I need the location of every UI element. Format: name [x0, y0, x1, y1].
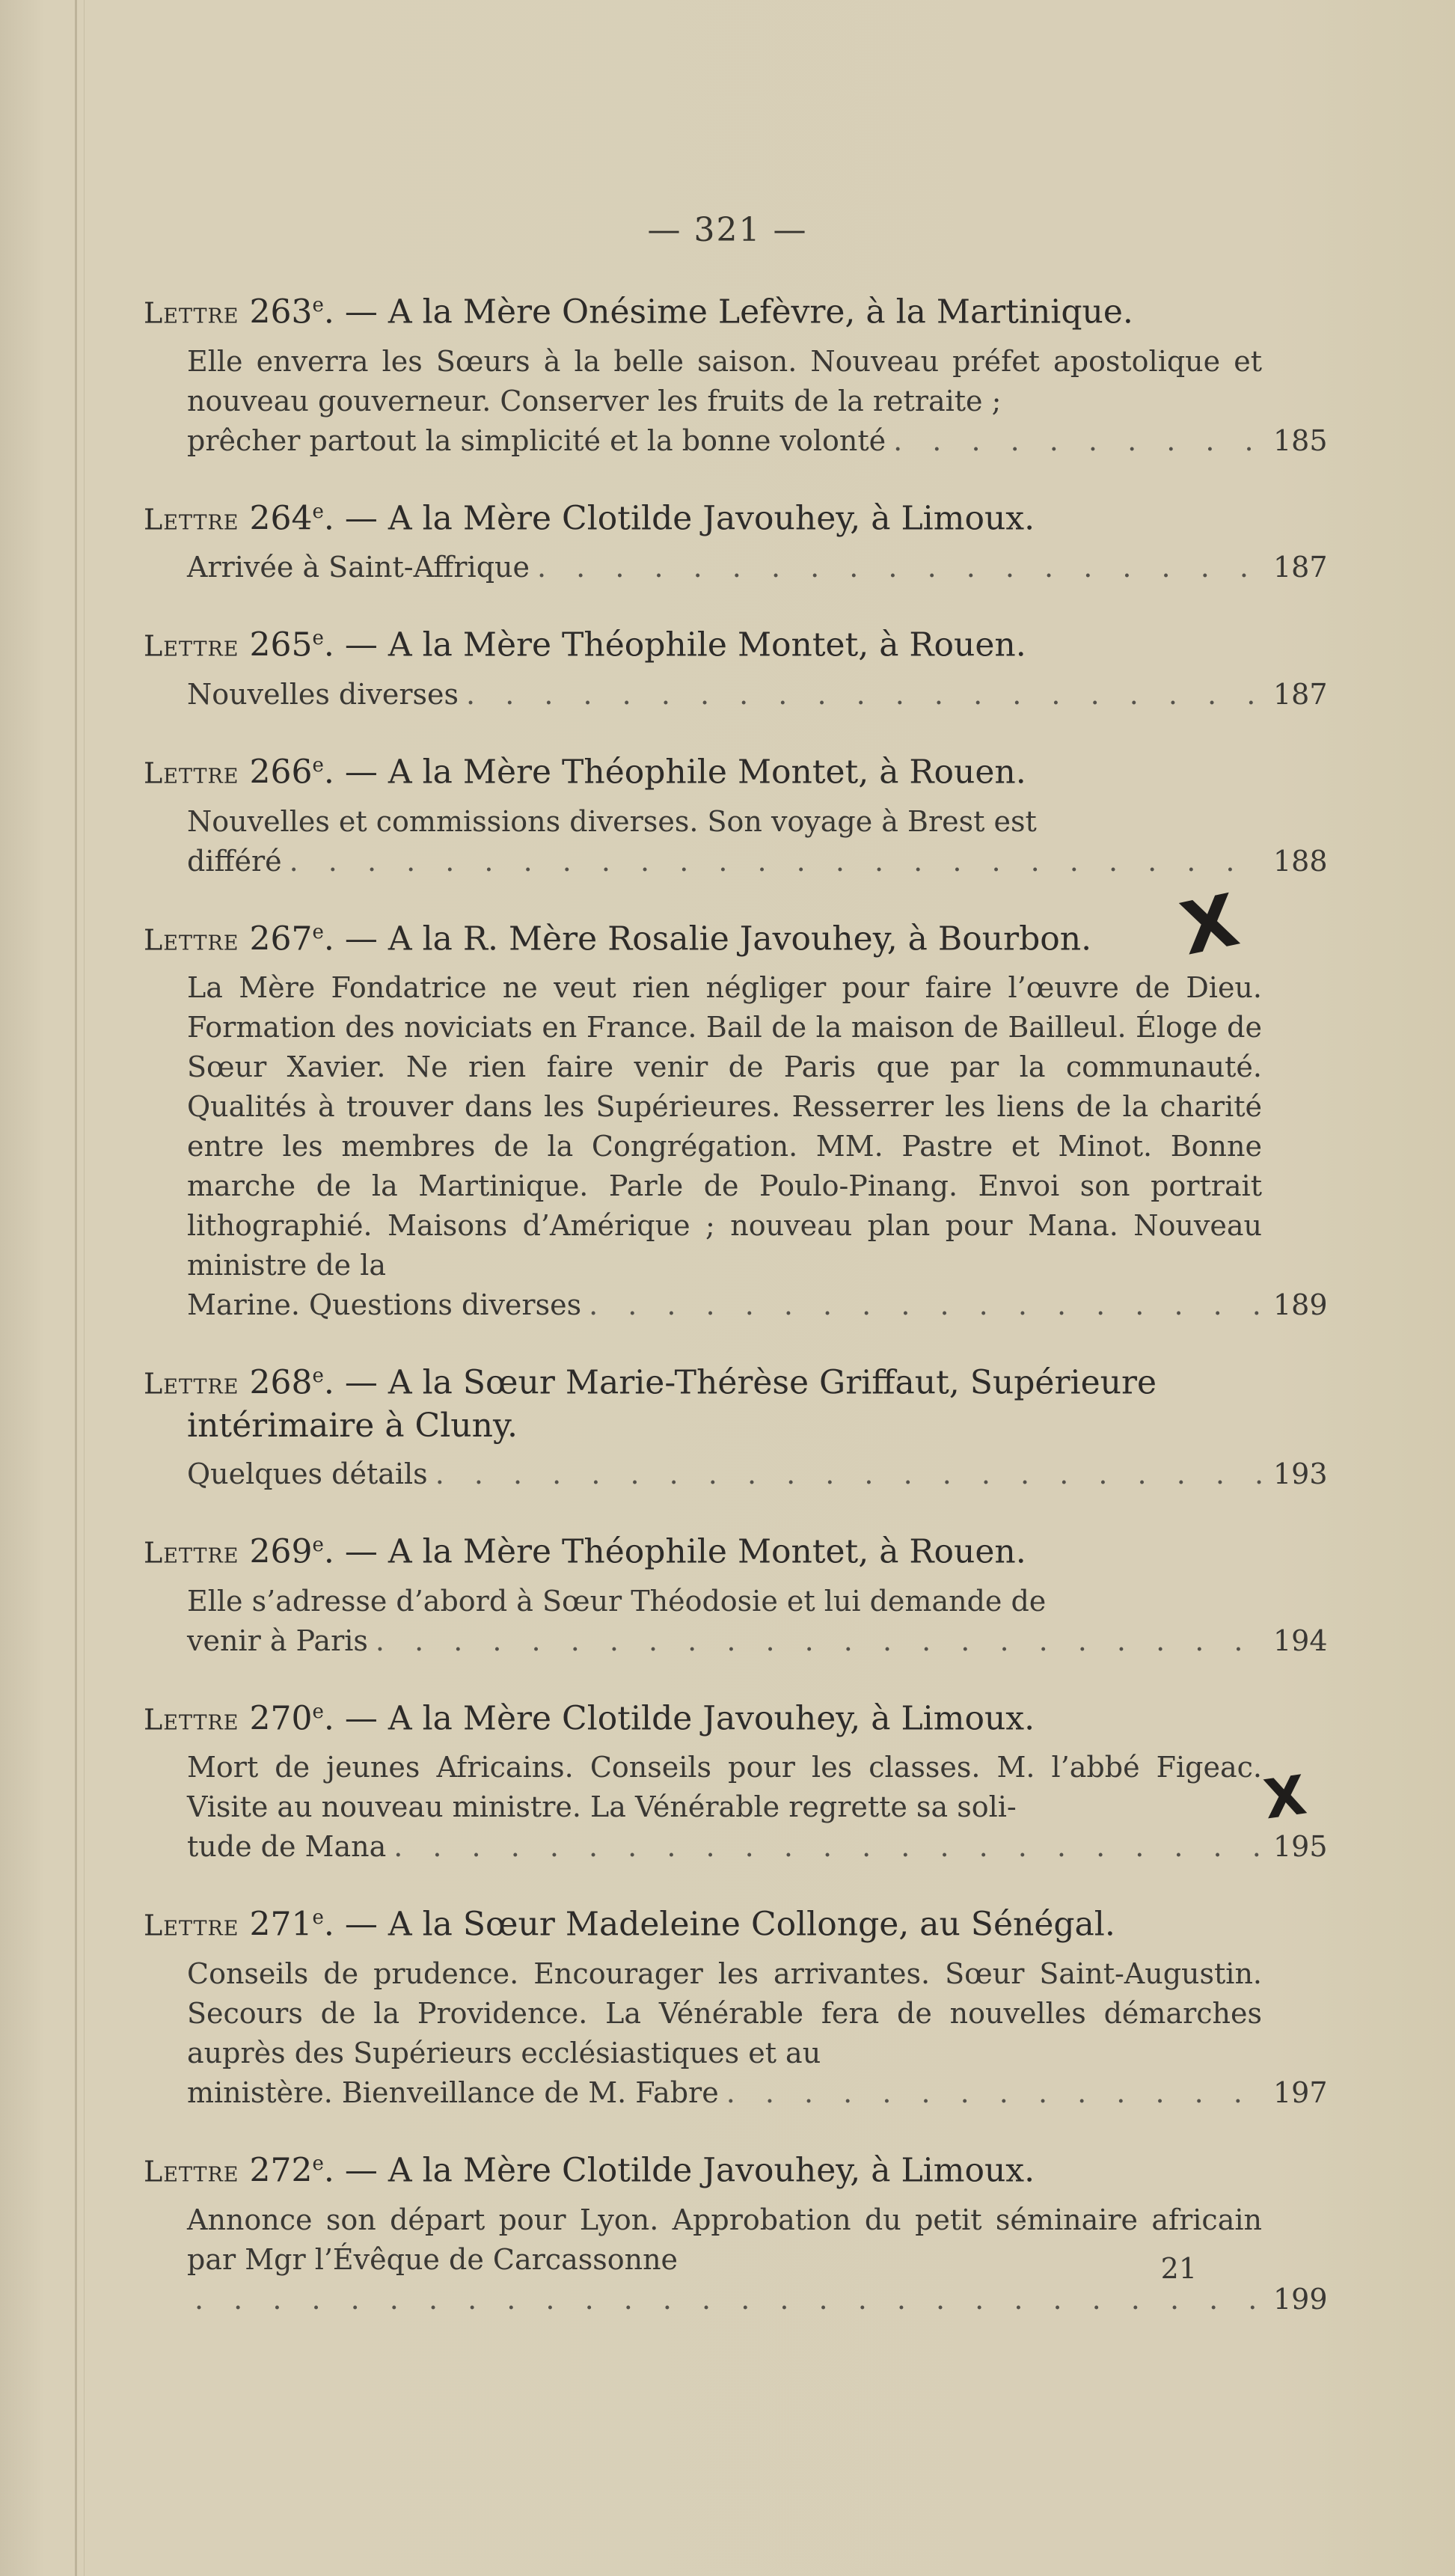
entry-summary-block [144, 968, 1328, 1325]
page-folio: — 321 — [647, 211, 808, 249]
entry-label: Lettre [144, 2155, 239, 2188]
toc-entry [144, 1691, 1328, 1867]
entry-summary: Elle enverra les Sœurs à la belle saison. Nouveau préfet apostolique et nouveau gouverneur. Conserver les fruits de la retraite ; [187, 344, 1262, 417]
entry-number: 263 [249, 293, 313, 331]
entry-number-suffix: e [312, 1365, 324, 1388]
entry-number-suffix: e [312, 500, 324, 523]
entry-last-text: Nouvelles diverses [187, 677, 459, 711]
dot-leader [435, 1454, 1266, 1494]
entry-summary: La Mère Fondatrice ne veut rien négliger pour faire l’œuvre de Dieu. Formation des noviciats en France. Bail de la maison de Bailleul. Éloge de Sœur Xavier. Ne rien faire venir de Paris que par la communauté. Qualités à trouver dans les Supérieures. Resserrer les liens de la charité entre les membres de la Congrégation. MM. Pastre et Minot. Bonne marche de la Martinique. Parle de Poulo-Pinang. Envoi son portrait lithographié. Maisons d’Amérique ; nouveau plan pour Mana. Nouveau ministre de la [187, 971, 1262, 1282]
entry-summary-block [144, 802, 1328, 881]
entry-label: Lettre [144, 1703, 239, 1737]
toc-entry [144, 1355, 1328, 1494]
entry-heading [144, 284, 1262, 334]
signature-mark: 21 [1160, 2252, 1197, 2285]
entry-last-text: Arrivée à Saint-Affrique [187, 551, 530, 584]
toc-entry [144, 1897, 1328, 2113]
dot-leader [376, 1621, 1266, 1661]
entry-number: 271 [249, 1905, 313, 1944]
toc-entry [144, 1524, 1328, 1661]
entry-page-number: 187 [1273, 677, 1328, 711]
entry-number-suffix: e [312, 294, 324, 316]
entry-last-line [187, 1621, 1328, 1661]
dot-leader [893, 421, 1266, 461]
entry-number-suffix: e [312, 1533, 324, 1556]
entry-summary: Elle s’adresse d’abord à Sœur Théodosie et lui demande de [187, 1584, 1047, 1618]
entry-heading [144, 1691, 1262, 1741]
table-of-contents [144, 284, 1328, 2349]
entry-title: . — A la Mère Onésime Lefèvre, à la Martinique. [323, 293, 1133, 331]
entry-last-text: Quelques détails [187, 1457, 428, 1490]
entry-label: Lettre [144, 1367, 239, 1401]
entry-title: . — A la Mère Clotilde Javouhey, à Limoux. [323, 499, 1035, 538]
margin-mark-x: X [1174, 878, 1246, 972]
entry-label: Lettre [144, 296, 239, 330]
toc-entry [144, 911, 1328, 1326]
dot-leader [726, 2073, 1266, 2113]
entry-last-text: venir à Paris [187, 1624, 368, 1657]
entry-number: 267 [249, 920, 313, 958]
toc-entry [144, 284, 1328, 461]
entry-title: . — A la Mère Théophile Montet, à Rouen. [323, 625, 1026, 664]
entry-page-number: 195 [1273, 1830, 1328, 1864]
dot-leader [537, 548, 1266, 587]
entry-number-suffix: e [312, 2152, 324, 2175]
binding-fold [75, 0, 77, 2576]
entry-summary: Annonce son départ pour Lyon. Approbation du petit séminaire africain par Mgr l’Évêque de Carcassonne [187, 2203, 1262, 2276]
toc-entry [144, 2143, 1328, 2319]
entry-page-number: 189 [1273, 1288, 1328, 1322]
entry-summary-block [144, 1748, 1328, 1867]
entry-number-suffix: e [312, 920, 324, 943]
entry-number: 266 [249, 753, 313, 792]
toc-entry [144, 491, 1328, 588]
dot-leader [589, 1285, 1266, 1325]
entry-number: 270 [249, 1699, 313, 1738]
entry-number-suffix: e [312, 1700, 324, 1723]
entry-summary-block [144, 675, 1328, 715]
entry-number-suffix: e [312, 627, 324, 650]
entry-title: . — A la Mère Clotilde Javouhey, à Limoux. [323, 2151, 1035, 2190]
entry-number-suffix: e [312, 1906, 324, 1930]
entry-heading [144, 744, 1262, 795]
entry-heading [144, 1897, 1262, 1947]
entry-last-text: prêcher partout la simplicité et la bonne volonté [187, 423, 886, 457]
entry-summary: Conseils de prudence. Encourager les arrivantes. Sœur Saint-Augustin. Secours de la Providence. La Vénérable fera de nouvelles démarches auprès des Supérieurs ecclésiastiques et au [187, 1957, 1262, 2069]
entry-last-line [187, 675, 1328, 715]
entry-heading [144, 617, 1262, 667]
entry-label: Lettre [144, 503, 239, 536]
entry-last-line [187, 1454, 1328, 1494]
toc-entry [144, 617, 1328, 715]
entry-last-line [187, 1285, 1328, 1325]
entry-page-number: 199 [1273, 2282, 1328, 2316]
entry-number: 268 [249, 1363, 313, 1402]
entry-last-line [187, 842, 1328, 881]
entry-number: 269 [249, 1532, 313, 1571]
entry-summary-block [144, 548, 1328, 587]
entry-title: . — A la Mère Théophile Montet, à Rouen. [323, 1532, 1026, 1571]
dot-leader [466, 675, 1266, 715]
entry-heading [144, 1355, 1262, 1447]
entry-title: . — A la Mère Théophile Montet, à Rouen. [323, 753, 1026, 792]
entry-page-number: 194 [1273, 1624, 1328, 1657]
entry-number: 264 [249, 499, 313, 538]
entry-title: . — A la Sœur Madeleine Collonge, au Sénégal. [323, 1905, 1115, 1944]
entry-summary: Mort de jeunes Africains. Conseils pour les classes. M. l’abbé Figeac. Visite au nouveau ministre. La Vénérable regrette sa soli- [187, 1751, 1262, 1824]
entry-summary-block [144, 1954, 1328, 2113]
entry-title: . — A la Mère Clotilde Javouhey, à Limoux. [323, 1699, 1035, 1738]
entry-last-line [187, 1827, 1328, 1867]
entry-last-text: Marine. Questions diverses [187, 1288, 582, 1322]
dot-leader [194, 2280, 1266, 2319]
entry-page-number: 185 [1273, 423, 1328, 457]
entry-page-number: 188 [1273, 844, 1328, 878]
entry-summary: Nouvelles et commissions diverses. Son voyage à Brest est [187, 804, 1037, 838]
dot-leader [393, 1827, 1266, 1867]
entry-last-text: tude de Mana [187, 1830, 387, 1864]
entry-page-number: 193 [1273, 1457, 1328, 1490]
entry-title: . — A la R. Mère Rosalie Javouhey, à Bourbon. [323, 920, 1092, 958]
entry-heading [144, 2143, 1262, 2193]
margin-mark-x: X [1260, 1763, 1311, 1832]
entry-last-line [187, 421, 1328, 461]
entry-label: Lettre [144, 923, 239, 957]
entry-label: Lettre [144, 1536, 239, 1570]
dot-leader [290, 842, 1266, 881]
entry-label: Lettre [144, 756, 239, 790]
entry-heading [144, 491, 1262, 541]
entry-page-number: 187 [1273, 551, 1328, 584]
entry-summary-block [144, 342, 1328, 461]
entry-last-text: ministère. Bienveillance de M. Fabre [187, 2075, 719, 2109]
entry-summary-block [144, 2200, 1328, 2319]
entry-page-number: 197 [1273, 2075, 1328, 2109]
entry-title: . — A la Sœur Marie-Thérèse Griffaut, Supérieure intérimaire à Cluny. [187, 1363, 1157, 1445]
toc-entry [144, 744, 1328, 881]
entry-last-text: différé [187, 844, 282, 878]
entry-last-line [187, 2073, 1328, 2113]
binding-fold-line [84, 0, 85, 2576]
entry-heading [144, 911, 1262, 961]
entry-last-line [187, 548, 1328, 587]
entry-number: 272 [249, 2151, 313, 2190]
entry-label: Lettre [144, 1909, 239, 1942]
entry-number: 265 [249, 625, 313, 664]
entry-label: Lettre [144, 629, 239, 663]
entry-summary-block [144, 1582, 1328, 1661]
entry-last-line [187, 2280, 1328, 2319]
entry-number-suffix: e [312, 753, 324, 777]
entry-summary-block [144, 1454, 1328, 1494]
entry-heading [144, 1524, 1262, 1574]
